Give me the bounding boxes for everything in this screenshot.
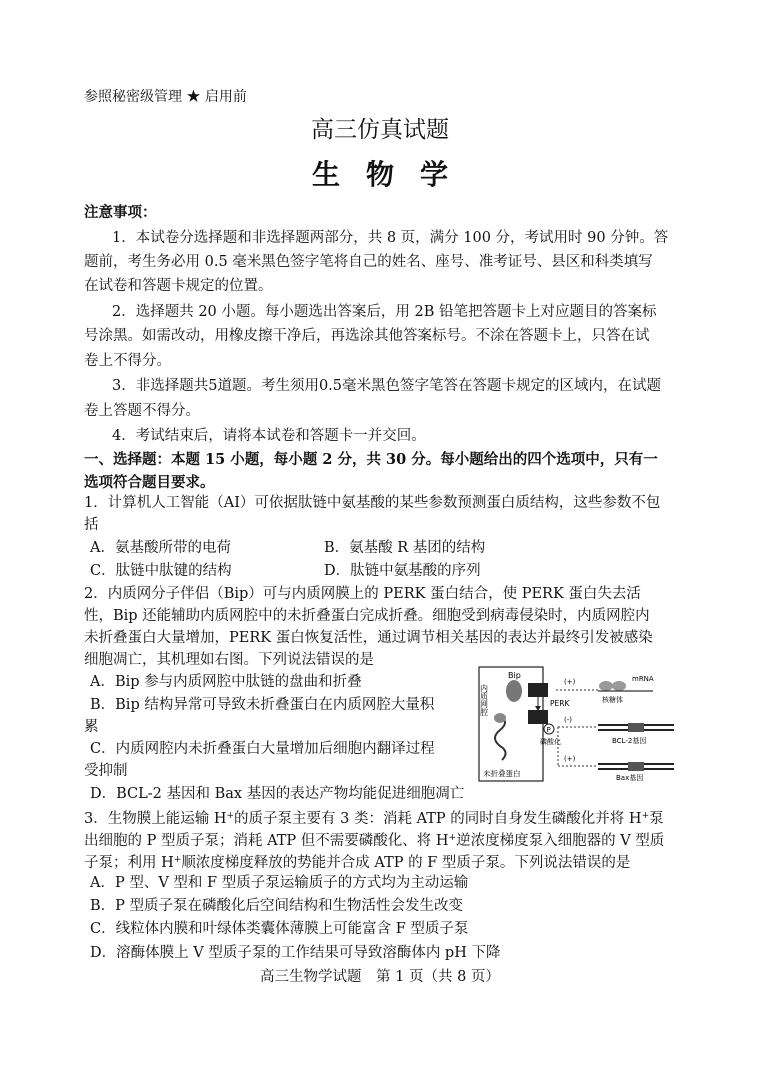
q1-stem-line-2: 括 [84, 517, 99, 533]
q3-stem-line-3-a: 子泵；利用 H [84, 855, 174, 871]
plus-2-label: (+) [564, 755, 576, 763]
q2-option-a: A．Bip 参与内质网腔中肽链的盘曲和折叠 [90, 674, 362, 690]
q1-option-d: D．肽链中氨基酸的序列 [324, 563, 481, 579]
section-1-heading-cont: 选项符合题目要求。 [84, 474, 215, 491]
q3-stem-line-3 [84, 851, 630, 872]
confidential-label: 参照秘密级管理 ★ 启用前 [84, 89, 247, 105]
subject-title: 生物学 [311, 158, 474, 191]
bax-gene-segment [628, 762, 644, 771]
q3-stem-line-1-c: 泵 [649, 811, 664, 827]
unfolded-label: 未折叠蛋白 [483, 769, 521, 778]
superscript-plus: + [448, 833, 457, 843]
q3-stem-line-1 [84, 807, 664, 828]
q2-stem-line-3: 未折叠蛋白大量增加，PERK 蛋白恢复活性，通过调节相关基因的表达并最终引发被感染 [84, 630, 653, 646]
note-2-line-3: 卷上不得分。 [84, 353, 171, 369]
note-2-line-1: 2．选择题共 20 小题。每小题选出答案后，用 2B 铅笔把答题卡上对应题目的答案标 [112, 304, 657, 320]
ribosome-shape-1 [599, 681, 613, 691]
q2-option-c-line-2: 受抑制 [84, 763, 128, 779]
q3-stem-line-2-a: 出细胞的 P 型质子泵；消耗 ATP 但不需要磷酸化、将 H [84, 833, 449, 849]
er-label: 内质网腔 [479, 684, 489, 716]
bcl2-gene-segment [628, 723, 644, 732]
q1-option-c: C．肽链中肽键的结构 [90, 563, 232, 579]
note-4: 4．考试结束后，请将本试卷和答题卡一并交回。 [112, 428, 426, 444]
q2-mechanism-figure [478, 666, 678, 782]
superscript-plus: + [641, 811, 650, 821]
q1-option-a: A．氨基酸所带的电荷 [90, 540, 231, 556]
q1-option-b: B．氨基酸 R 基团的结构 [324, 540, 486, 556]
q3-stem-line-1-b: 的质子泵主要有 3 类：消耗 ATP 的同时自身发生磷酸化并将 H [234, 811, 642, 827]
superscript-plus: + [173, 855, 182, 865]
q2-stem-line-2: 性，Bip 还能辅助内质网腔中的未折叠蛋白完成折叠。细胞受到病毒侵染时，内质网腔内 [84, 608, 650, 624]
q3-stem-line-3-b: 顺浓度梯度释放的势能并合成 ATP 的 F 型质子泵。下列说法错误的是 [181, 855, 631, 871]
bip-bound-shape [494, 713, 506, 723]
ribosome-shape-2 [612, 681, 626, 691]
note-3-line-1: 3．非选择题共5道题。考生须用0.5毫米黑色签字笔答在答题卡规定的区域内，在试题 [112, 378, 662, 394]
bip-label: Bip [508, 671, 521, 680]
note-1-line-3: 在试卷和答题卡规定的位置。 [84, 278, 273, 294]
q2-stem-line-1: 2．内质网分子伴侣（Bip）可与内质网膜上的 PERK 蛋白结合，使 PERK 蛋白失去活 [84, 586, 641, 602]
q3-option-c: C．线粒体内膜和叶绿体类囊体薄膜上可能富含 F 型质子泵 [90, 921, 469, 937]
ribosome-label: 核糖体 [602, 696, 623, 704]
mrna-label: mRNA [632, 675, 654, 683]
q3-option-b: B．P 型质子泵在磷酸化后空间结构和生物活性会发生改变 [90, 898, 464, 914]
bip-protein-shape [506, 680, 522, 702]
perk-block-upper [528, 683, 548, 697]
note-1-line-2: 题前，考生务必用 0.5 毫米黑色签字笔将自己的姓名、座号、准考证号、县区和科类填写 [84, 254, 653, 270]
note-2-line-2: 号涂黑。如需改动，用橡皮擦干净后，再选涂其他答案标号。不涂在答题卡上，只答在试 [84, 328, 650, 344]
exam-title: 高三仿真试题 [311, 117, 449, 143]
q2-option-c-line-1: C．内质网腔内未折叠蛋白大量增加后细胞内翻译过程 [90, 741, 435, 757]
note-1-line-1: 1．本试卷分选择题和非选择题两部分，共 8 页，满分 100 分，考试用时 90 分钟。答 [112, 230, 669, 246]
minus-label: (-) [564, 716, 572, 724]
bax-label: Bax基因 [616, 774, 644, 782]
q3-stem-line-2-b: 逆浓度梯度泵入细胞器的 V 型质 [456, 833, 665, 849]
page-footer: 高三生物学试题 第 1 页（共 8 页） [260, 969, 500, 985]
q3-option-a: A．P 型、V 型和 F 型质子泵运输质子的方式均为主动运输 [90, 875, 469, 891]
perk-block-lower [528, 710, 548, 724]
plus-1-label: (+) [564, 678, 576, 686]
note-3-line-2: 卷上答题不得分。 [84, 403, 200, 419]
superscript-plus: + [226, 811, 235, 821]
notes-heading: 注意事项： [84, 204, 157, 221]
q2-option-b-line-2: 累 [84, 719, 99, 735]
q2-option-d: D．BCL-2 基因和 Bax 基因的表达产物均能促进细胞凋亡 [90, 786, 465, 802]
q2-option-b-line-1: B．Bip 结构异常可导致未折叠蛋白在内质网腔大量积 [90, 697, 435, 713]
bcl2-label: BCL-2基因 [612, 737, 647, 745]
perk-label: PERK [550, 699, 570, 708]
section-1-heading: 一、选择题：本题 15 小题，每小题 2 分，共 30 分。每小题给出的四个选项中，只有一 [84, 451, 658, 468]
phos-label: 磷酸化 [540, 738, 561, 746]
q1-stem-line-1: 1．计算机人工智能（AI）可依据肽链中氨基酸的某些参数预测蛋白质结构，这些参数不包 [84, 495, 661, 511]
q3-stem-line-1-a: 3．生物膜上能运输 H [84, 811, 227, 827]
q2-stem-line-4: 细胞凋亡，其机理如右图。下列说法错误的是 [84, 652, 374, 668]
q3-stem-line-2 [84, 829, 664, 850]
p-label: P [546, 726, 551, 734]
q3-option-d: D．溶酶体膜上 V 型质子泵的工作结果可导致溶酶体内 pH 下降 [90, 945, 501, 961]
